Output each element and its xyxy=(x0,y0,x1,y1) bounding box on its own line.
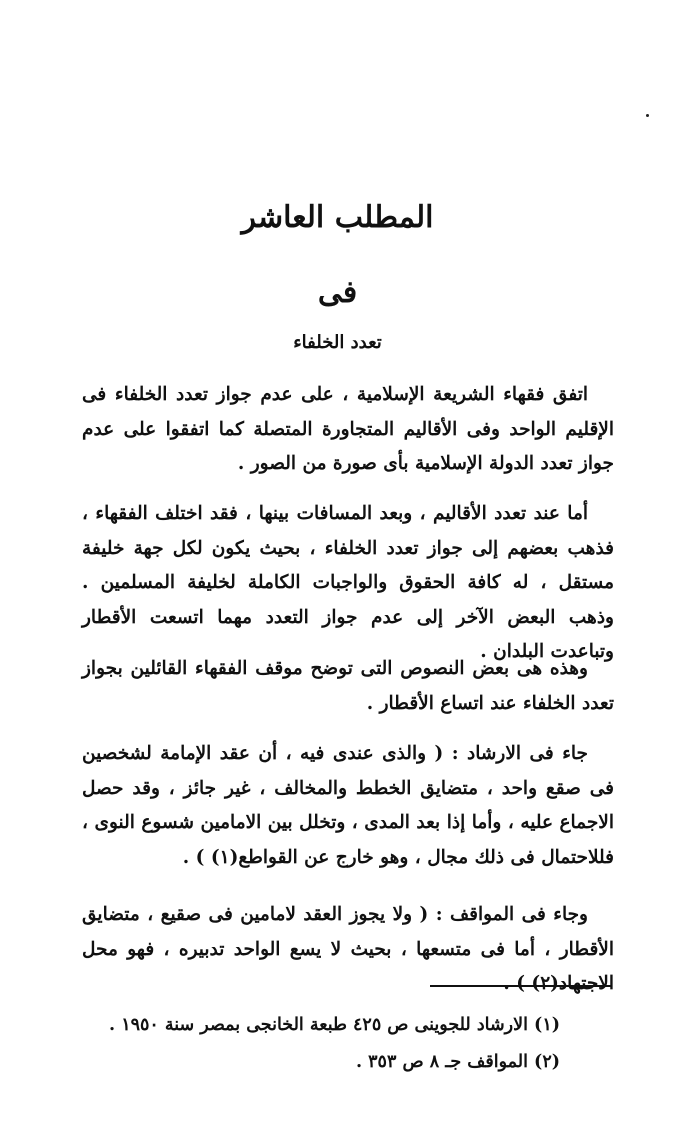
paragraph-5-text: وجاء فى المواقف : ( ولا يجوز العقد لامامين فى صقيع ، متضايق الأقطار ، أما فى متسعها ، بحيث لا يسع الواحد تدبيره ، فهو محل الاجتهاد(٢) ) . xyxy=(82,904,614,994)
paragraph-1 xyxy=(82,378,614,482)
paragraph-3 xyxy=(82,652,614,721)
paragraph-3-text: وهذه هى بعض النصوص التى توضح موقف الفقهاء القائلين بجواز تعدد الخلفاء عند اتساع الأقطار . xyxy=(82,658,614,714)
paragraph-4 xyxy=(82,737,614,875)
paragraph-2-text: أما عند تعدد الأقاليم ، وبعد المسافات بينها ، فقد اختلف الفقهاء ، فذهب بعضهم إلى جواز تعدد الخلفاء ، بحيث يكون لكل جهة خليفة مستقل ، له كافة الحقوق والواجبات الكاملة لخليفة المسلمين . وذهب البعض الآخر إلى عدم جواز التعدد مهما اتسعت الأقطار وتباعدت البلدان . xyxy=(82,503,614,662)
section-title: المطلب العاشر xyxy=(241,200,434,235)
paragraph-1-text: اتفق فقهاء الشريعة الإسلامية ، على عدم جواز تعدد الخلفاء فى الإقليم الواحد وفى الأقاليم المتجاورة المتصلة كما اتفقوا على عدم جواز تعدد الدولة الإسلامية بأى صورة من الصور . xyxy=(82,384,614,474)
footnote-1: (١) الارشاد للجوينى ص ٤٢٥ طبعة الخانجى بمصر سنة ١٩٥٠ . xyxy=(109,1015,560,1035)
section-title-fi: فى xyxy=(317,275,358,310)
ink-speck xyxy=(646,114,649,117)
paragraph-2 xyxy=(82,497,614,670)
footnote-divider xyxy=(430,985,612,987)
paragraph-4-text: جاء فى الارشاد : ( والذى عندى فيه ، أن عقد الإمامة لشخصين فى صقع واحد ، متضايق الخطط والمخالف ، غير جائز ، وقد حصل الاجماع عليه ، وأما إذا بعد المدى ، وتخلل بين الامامين شسوع النوى ، فللاحتمال فى ذلك مجال ، وهو خارج عن القواطع(١) ) . xyxy=(82,743,614,868)
section-subtitle: تعدد الخلفاء xyxy=(293,332,382,353)
footnote-2: (٢) المواقف جـ ٨ ص ٣٥٣ . xyxy=(355,1052,560,1072)
